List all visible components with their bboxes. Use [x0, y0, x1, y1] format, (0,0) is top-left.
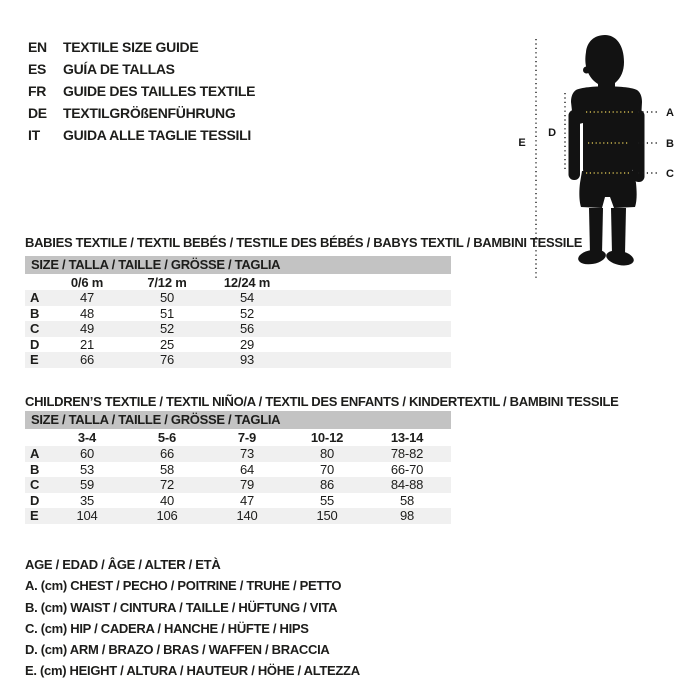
table-row — [25, 352, 451, 368]
table-cell: 93 — [239, 352, 255, 367]
table-cell: 76 — [159, 352, 175, 367]
table-cell: 59 — [79, 477, 95, 492]
row-label: B — [30, 461, 40, 477]
column-header: 10-12 — [310, 430, 344, 445]
column-header: 12/24 m — [223, 275, 271, 290]
children-column-header-row — [25, 430, 451, 446]
language-code: DE — [28, 105, 47, 121]
table-cell: 53 — [79, 461, 95, 477]
table-cell: 84-88 — [390, 477, 424, 492]
language-row — [28, 36, 255, 58]
legend-item-hip: C. (cm) HIP / CADERA / HANCHE / HÜFTE / HIPS — [25, 620, 309, 636]
language-code: IT — [28, 127, 40, 143]
children-section-title: CHILDREN’S TEXTILE / TEXTIL NIÑO/A / TEXTIL DES ENFANTS / KINDERTEXTIL / BAMBINI TESSILE — [25, 394, 619, 409]
measure-label-d: D — [548, 127, 556, 139]
guide-title: GUÍA DE TALLAS — [63, 61, 175, 77]
table-cell: 66 — [159, 446, 175, 461]
column-header: 0/6 m — [70, 275, 104, 290]
table-cell: 35 — [79, 492, 95, 508]
table-cell: 54 — [239, 290, 255, 305]
table-cell: 104 — [76, 508, 98, 523]
table-cell: 52 — [159, 321, 175, 336]
legend-item-chest: A. (cm) CHEST / PECHO / POITRINE / TRUHE / PETTO — [25, 578, 342, 594]
language-row — [28, 80, 255, 102]
legend-age-line: AGE / EDAD / ÂGE / ALTER / ETÀ — [25, 557, 221, 572]
table-cell: 56 — [239, 321, 255, 336]
row-label: E — [30, 508, 39, 523]
table-cell: 55 — [319, 492, 335, 508]
column-header: 7-9 — [237, 430, 257, 445]
silhouette-shorts — [579, 171, 636, 208]
legend-item-height: E. (cm) HEIGHT / ALTURA / HAUTEUR / HÖHE / ALTEZZA — [25, 663, 360, 679]
language-code: EN — [28, 39, 47, 55]
table-cell: 72 — [159, 477, 175, 492]
table-cell: 50 — [159, 290, 175, 305]
table-cell: 106 — [156, 508, 178, 523]
table-row — [25, 477, 451, 493]
row-label: C — [30, 477, 40, 492]
guide-title: TEXTILE SIZE GUIDE — [63, 39, 199, 55]
silhouette-head — [585, 35, 624, 91]
row-label: C — [30, 321, 40, 336]
row-label: B — [30, 305, 40, 321]
table-row — [25, 290, 451, 306]
guide-title: GUIDA ALLE TAGLIE TESSILI — [63, 127, 251, 143]
table-cell: 140 — [236, 508, 258, 523]
silhouette-right-arm — [633, 110, 645, 182]
table-cell: 70 — [319, 461, 335, 477]
silhouette-left-arm — [569, 110, 581, 180]
table-row — [25, 462, 451, 478]
language-title-list — [28, 36, 255, 146]
table-cell: 66 — [79, 352, 95, 367]
table-cell: 29 — [239, 336, 255, 352]
arm-measure-line — [548, 93, 565, 171]
guide-title: GUIDE DES TAILLES TEXTILE — [63, 83, 256, 99]
babies-size-table — [25, 275, 451, 368]
table-cell: 48 — [79, 305, 95, 321]
language-row — [28, 58, 255, 80]
table-cell: 52 — [239, 305, 255, 321]
column-header: 5-6 — [157, 430, 177, 445]
legend-item-arm: D. (cm) ARM / BRAZO / BRAS / WAFFEN / BRACCIA — [25, 642, 330, 658]
guide-title: TEXTILGRÖßENFÜHRUNG — [63, 105, 236, 121]
table-cell: 40 — [159, 492, 175, 508]
table-cell: 58 — [399, 492, 415, 508]
children-size-header-bar: SIZE / TALLA / TAILLE / GRÖSSE / TAGLIA — [25, 411, 451, 429]
babies-column-header-row — [25, 275, 451, 290]
column-header: 3-4 — [77, 430, 97, 445]
table-cell: 79 — [239, 477, 255, 492]
silhouette-ear — [583, 67, 590, 74]
table-cell: 47 — [239, 492, 255, 508]
column-header: 13-14 — [390, 430, 424, 445]
table-cell: 58 — [159, 461, 175, 477]
silhouette-left-leg — [589, 208, 603, 254]
table-row — [25, 321, 451, 337]
measure-label-c: C — [666, 168, 674, 180]
row-label: A — [30, 290, 40, 305]
table-cell: 60 — [79, 446, 95, 461]
table-cell: 98 — [399, 508, 415, 523]
measure-label-a: A — [666, 107, 674, 119]
measure-label-e: E — [518, 137, 526, 149]
measure-label-b: B — [666, 138, 674, 150]
silhouette-right-shoe — [605, 248, 635, 268]
silhouette-right-leg — [611, 208, 626, 254]
table-cell: 49 — [79, 321, 95, 336]
table-cell: 51 — [159, 305, 175, 321]
language-code: FR — [28, 83, 47, 99]
table-cell: 80 — [319, 446, 335, 461]
silhouette-shirt — [571, 86, 642, 173]
children-size-table — [25, 430, 451, 524]
babies-size-header-bar: SIZE / TALLA / TAILLE / GRÖSSE / TAGLIA — [25, 256, 451, 274]
table-cell: 66-70 — [390, 461, 424, 477]
table-cell: 64 — [239, 461, 255, 477]
language-row — [28, 102, 255, 124]
table-cell: 21 — [79, 336, 95, 352]
row-label: D — [30, 336, 40, 352]
row-label: D — [30, 492, 40, 508]
column-header: 7/12 m — [147, 275, 187, 290]
row-label: A — [30, 446, 40, 461]
legend-item-waist: B. (cm) WAIST / CINTURA / TAILLE / HÜFTUNG / VITA — [25, 599, 338, 615]
table-row — [25, 508, 451, 524]
table-row — [25, 493, 451, 509]
language-code: ES — [28, 61, 47, 77]
table-cell: 86 — [319, 477, 335, 492]
child-silhouette — [569, 35, 645, 268]
table-row — [25, 337, 451, 353]
babies-section-title: BABIES TEXTILE / TEXTIL BEBÉS / TESTILE DES BÉBÉS / BABYS TEXTIL / BAMBINI TESSILE — [25, 235, 583, 250]
table-cell: 25 — [159, 336, 175, 352]
table-row — [25, 306, 451, 322]
silhouette-left-shoe — [577, 248, 607, 267]
table-row — [25, 446, 451, 462]
table-cell: 47 — [79, 290, 95, 305]
measurement-legend — [25, 554, 360, 682]
table-cell: 78-82 — [390, 446, 424, 461]
language-row — [28, 124, 255, 146]
table-cell: 73 — [239, 446, 255, 461]
table-cell: 150 — [316, 508, 338, 523]
row-label: E — [30, 352, 39, 367]
